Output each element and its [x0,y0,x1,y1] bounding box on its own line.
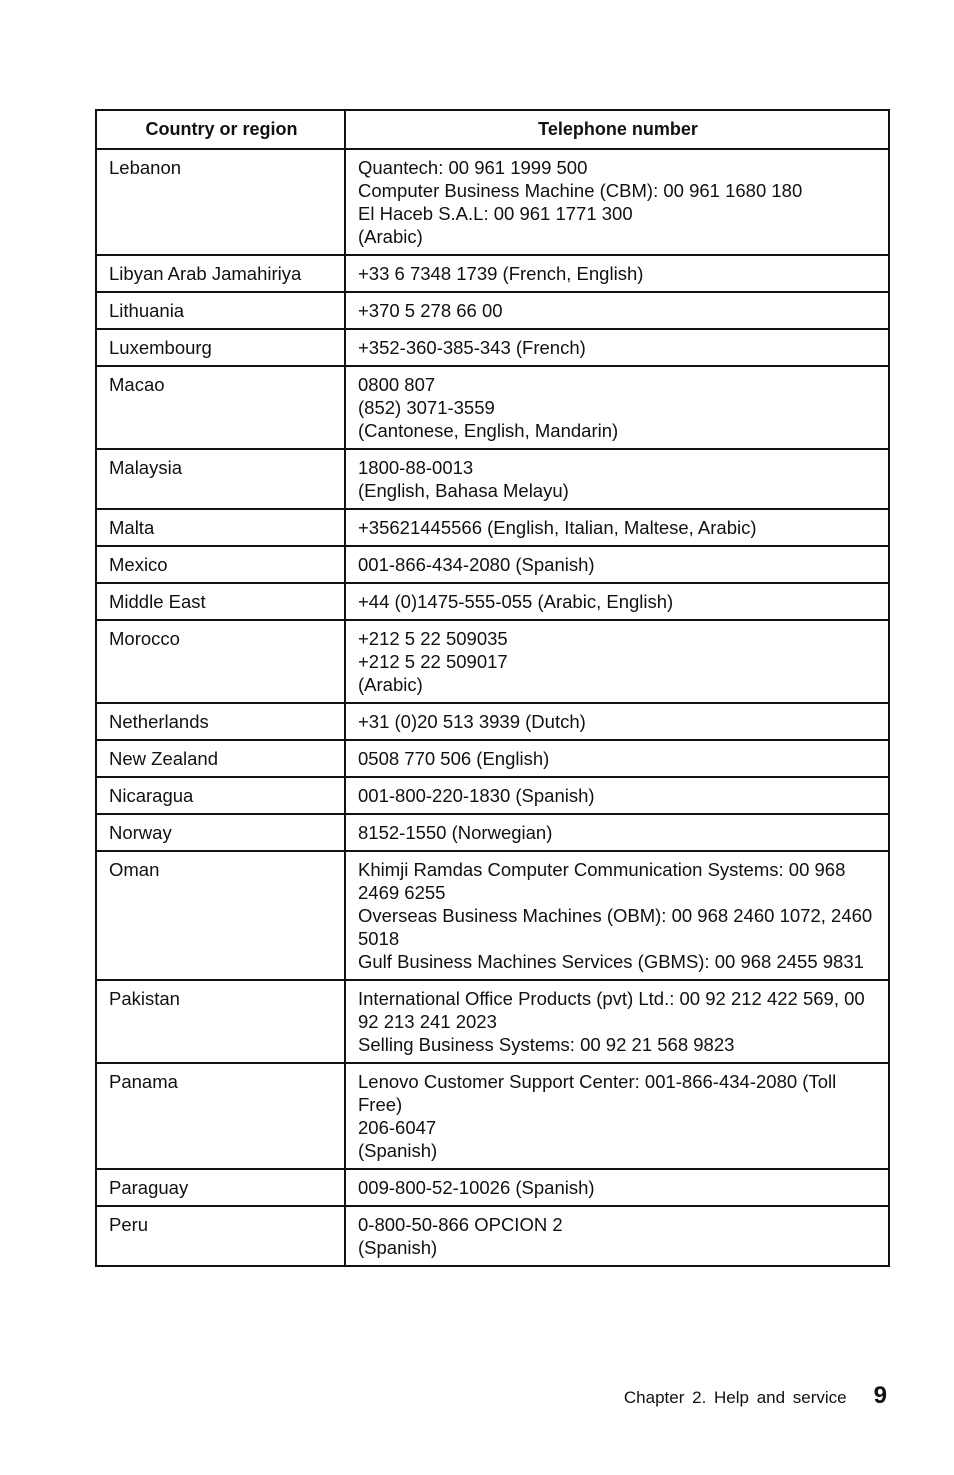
telephone-line: (852) 3071-3559 [358,397,495,418]
chapter-title: Chapter 2. Help and service [623,1388,847,1407]
telephone-line: (Spanish) [358,1237,438,1258]
telephone-line: +352-360-385-343 (French) [358,337,586,358]
telephone-line: Computer Business Machine (CBM): 00 961 1680 180 [358,180,803,201]
table-row [96,509,889,546]
telephone-line: 0-800-50-866 OPCION 2 [358,1214,563,1235]
telephone-line: Lenovo Customer Support Center: 001-866-434-2080 (Toll Free) [358,1071,837,1115]
telephone-line: 0508 770 506 (English) [358,748,550,769]
country-cell: Macao [96,366,345,449]
telephone-line: (English, Bahasa Melayu) [358,480,569,501]
telephone-line: +44 (0)1475-555-055 (Arabic, English) [358,591,674,612]
telephone-line: El Haceb S.A.L: 00 961 1771 300 [358,203,633,224]
table-row [96,703,889,740]
telephone-line: 8152-1550 (Norwegian) [358,822,553,843]
telephone-line: (Arabic) [358,226,423,247]
telephone-line: +370 5 278 66 00 [358,300,503,321]
telephone-line: 001-800-220-1830 (Spanish) [358,785,595,806]
country-cell: Morocco [96,620,345,703]
page-number: 9 [873,1382,887,1409]
telephone-cell [345,509,889,546]
telephone-line: Khimji Ramdas Computer Communication Systems: 00 968 2469 6255 [358,859,846,903]
country-cell: Lithuania [96,292,345,329]
telephone-line: +31 (0)20 513 3939 (Dutch) [358,711,586,732]
telephone-cell [345,777,889,814]
country-cell: Pakistan [96,980,345,1063]
telephone-cell [345,449,889,509]
telephone-cell [345,703,889,740]
table-row [96,1063,889,1169]
table-row [96,329,889,366]
telephone-line: 0800 807 [358,374,436,395]
table-row [96,851,889,980]
column-header-telephone: Telephone number [345,110,889,149]
table-row [96,546,889,583]
country-cell: Panama [96,1063,345,1169]
telephone-cell [345,329,889,366]
table-row [96,366,889,449]
telephone-line: +33 6 7348 1739 (French, English) [358,263,644,284]
telephone-line: 1800-88-0013 [358,457,474,478]
telephone-line: +212 5 22 509035 [358,628,508,649]
telephone-line: Overseas Business Machines (OBM): 00 968 2460 1072, 2460 5018 [358,905,873,949]
table-row [96,1169,889,1206]
telephone-cell [345,366,889,449]
telephone-cell [345,1206,889,1266]
telephone-line: (Spanish) [358,1140,438,1161]
telephone-cell [345,980,889,1063]
country-cell: Middle East [96,583,345,620]
table-row [96,814,889,851]
country-cell: Mexico [96,546,345,583]
telephone-cell [345,851,889,980]
table-row [96,1206,889,1266]
country-cell: New Zealand [96,740,345,777]
country-cell: Libyan Arab Jamahiriya [96,255,345,292]
telephone-cell [345,620,889,703]
telephone-cell [345,149,889,255]
telephone-line: +212 5 22 509017 [358,651,508,672]
country-cell: Oman [96,851,345,980]
country-cell: Nicaragua [96,777,345,814]
telephone-line: Quantech: 00 961 1999 500 [358,157,588,178]
table-row [96,255,889,292]
telephone-line: (Cantonese, English, Mandarin) [358,420,619,441]
telephone-line: Gulf Business Machines Services (GBMS): 00 968 2455 9831 [358,951,864,972]
country-cell: Luxembourg [96,329,345,366]
telephone-line: 206-6047 [358,1117,437,1138]
table-row [96,449,889,509]
country-cell: Lebanon [96,149,345,255]
telephone-cell [345,292,889,329]
table-row [96,292,889,329]
table-row [96,777,889,814]
country-cell: Norway [96,814,345,851]
telephone-line: +35621445566 (English, Italian, Maltese, Arabic) [358,517,757,538]
country-cell: Peru [96,1206,345,1266]
contact-table [95,109,890,1267]
table-header-row [96,110,889,149]
column-header-country: Country or region [96,110,345,149]
telephone-line: Selling Business Systems: 00 92 21 568 9823 [358,1034,735,1055]
telephone-cell [345,583,889,620]
table-body [96,149,889,1266]
table-row [96,149,889,255]
table-row [96,620,889,703]
telephone-cell [345,546,889,583]
telephone-line: International Office Products (pvt) Ltd.: 00 92 212 422 569, 00 92 213 241 2023 [358,988,865,1032]
country-cell: Netherlands [96,703,345,740]
telephone-line: 009-800-52-10026 (Spanish) [358,1177,595,1198]
telephone-cell [345,1169,889,1206]
telephone-cell [345,814,889,851]
telephone-line: 001-866-434-2080 (Spanish) [358,554,595,575]
telephone-cell [345,740,889,777]
page-footer [624,1382,887,1410]
country-cell: Malta [96,509,345,546]
country-cell: Malaysia [96,449,345,509]
telephone-line: (Arabic) [358,674,423,695]
country-cell: Paraguay [96,1169,345,1206]
telephone-cell [345,255,889,292]
table-row [96,583,889,620]
telephone-cell [345,1063,889,1169]
table-row [96,740,889,777]
table-row [96,980,889,1063]
